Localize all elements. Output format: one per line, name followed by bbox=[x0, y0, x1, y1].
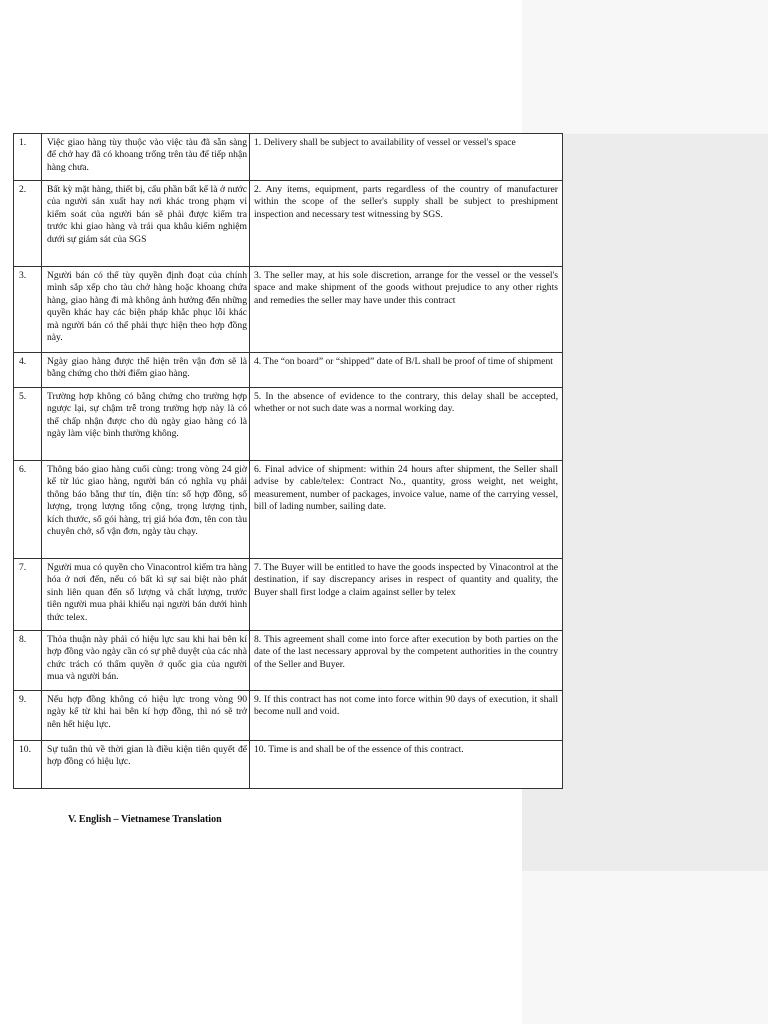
vietnamese-clause: Ngày giao hàng được thể hiện trên vận đơn sẽ là bằng chứng cho thời điểm giao hàng. bbox=[42, 353, 250, 388]
row-number: 4. bbox=[14, 353, 42, 388]
vietnamese-clause: Thông báo giao hàng cuối cùng: trong vòng 24 giờ kể từ lúc giao hàng, người bán có nghĩa vụ phải thông báo bằng thư tín, điện tín: số hợp đồng, số lượng, trọng lượng tổng cộng, trọng lượng tịnh, kích thước, số gói hàng, trị giá hóa đơn, tên con tàu chuyên chở, số vận đơn, ngày tàu chạy. bbox=[42, 461, 250, 559]
vietnamese-clause: Nếu hợp đồng không có hiệu lực trong vòng 90 ngày kể từ khi hai bên kí hợp đồng, thì nó sẽ trở nên hết hiệu lực. bbox=[42, 691, 250, 741]
row-number: 1. bbox=[14, 134, 42, 181]
row-number: 8. bbox=[14, 631, 42, 691]
row-number: 9. bbox=[14, 691, 42, 741]
row-number: 2. bbox=[14, 181, 42, 267]
row-number: 3. bbox=[14, 267, 42, 353]
table-row bbox=[14, 631, 563, 691]
vietnamese-clause: Bất kỳ mặt hàng, thiết bị, cấu phần bất kể là ở nước của người sản xuất hay nơi khác trong phạm vi kiểm soát của người bán sẽ phải được kiểm tra trước khi giao hàng và trải qua khâu kiểm nghiệm dưới sự giám sát của SGS bbox=[42, 181, 250, 267]
table-row bbox=[14, 181, 563, 267]
contract-terms-body bbox=[14, 134, 563, 789]
vietnamese-clause: Người bán có thể tùy quyền định đoạt của chính mình sắp xếp cho tàu chở hàng hoặc khoang chứa hàng, giao hàng đi mà không ảnh hưởng đến những quyền khác hay các biện pháp khắc phục lỗi khác mà người bán có thể phải thực hiện theo hợp đồng này. bbox=[42, 267, 250, 353]
vietnamese-clause: Người mua có quyền cho Vinacontrol kiểm tra hàng hóa ở nơi đến, nếu có bất kì sự sai biệt nào phát sinh liên quan đến số lượng và chất lượng, trước tiên người mua phải khiếu nại người bán dưới hình thức telex. bbox=[42, 559, 250, 631]
row-number: 7. bbox=[14, 559, 42, 631]
english-clause: 7. The Buyer will be entitled to have the goods inspected by Vinacontrol at the destination, if say discrepancy arises in respect of quantity and quality, the Buyer shall first lodge a claim against seller by telex bbox=[250, 559, 563, 631]
english-clause: 5. In the absence of evidence to the contrary, this delay shall be accepted, whether or not such date was a normal working day. bbox=[250, 388, 563, 461]
contract-terms-table bbox=[13, 133, 563, 789]
vietnamese-clause: Sự tuân thủ về thời gian là điều kiện tiên quyết để hợp đồng có hiệu lực. bbox=[42, 741, 250, 789]
row-number: 10. bbox=[14, 741, 42, 789]
english-clause: 3. The seller may, at his sole discretion, arrange for the vessel or the vessel's space and make shipment of the goods without prejudice to any other rights and remedies the seller may have under this contract bbox=[250, 267, 563, 353]
table-row bbox=[14, 691, 563, 741]
table-row bbox=[14, 559, 563, 631]
table-row bbox=[14, 741, 563, 789]
table-row bbox=[14, 388, 563, 461]
table-row bbox=[14, 267, 563, 353]
section-heading: V. English – Vietnamese Translation bbox=[68, 814, 222, 825]
english-clause: 6. Final advice of shipment: within 24 hours after shipment, the Seller shall advise by cable/telex: Contract No., quantity, gross weight, net weight, measurement, number of packages, invoice value, name of the carrying vessel, bill of lading number, sailing date. bbox=[250, 461, 563, 559]
vietnamese-clause: Việc giao hàng tùy thuộc vào việc tàu đã sẵn sàng để chở hay đã có khoang trống trên tàu để tiếp nhận hàng chưa. bbox=[42, 134, 250, 181]
vietnamese-clause: Thỏa thuận này phải có hiệu lực sau khi hai bên kí hợp đồng vào ngày cần có sự phê duyệt của các nhà chức trách có thẩm quyền ở quốc gia của người mua và người bán. bbox=[42, 631, 250, 691]
english-clause: 2. Any items, equipment, parts regardless of the country of manufacturer within the scope of the seller's supply shall be subject to preshipment inspection and necessary test witnessing by SGS. bbox=[250, 181, 563, 267]
english-clause: 9. If this contract has not come into force within 90 days of execution, it shall become null and void. bbox=[250, 691, 563, 741]
english-clause: 8. This agreement shall come into force after execution by both parties on the date of the last necessary approval by the competent authorities in the country of the Seller and Buyer. bbox=[250, 631, 563, 691]
english-clause: 1. Delivery shall be subject to availability of vessel or vessel's space bbox=[250, 134, 563, 181]
row-number: 6. bbox=[14, 461, 42, 559]
table-row bbox=[14, 353, 563, 388]
table-row bbox=[14, 134, 563, 181]
english-clause: 4. The “on board” or “shipped” date of B/L shall be proof of time of shipment bbox=[250, 353, 563, 388]
english-clause: 10. Time is and shall be of the essence of this contract. bbox=[250, 741, 563, 789]
row-number: 5. bbox=[14, 388, 42, 461]
vietnamese-clause: Trường hợp không có bằng chứng cho trường hợp ngược lại, sự chậm trễ trong trường hợp này là có thể chấp nhận được cho dù ngày giao hàng có là ngày làm việc bình thường không. bbox=[42, 388, 250, 461]
table-row bbox=[14, 461, 563, 559]
